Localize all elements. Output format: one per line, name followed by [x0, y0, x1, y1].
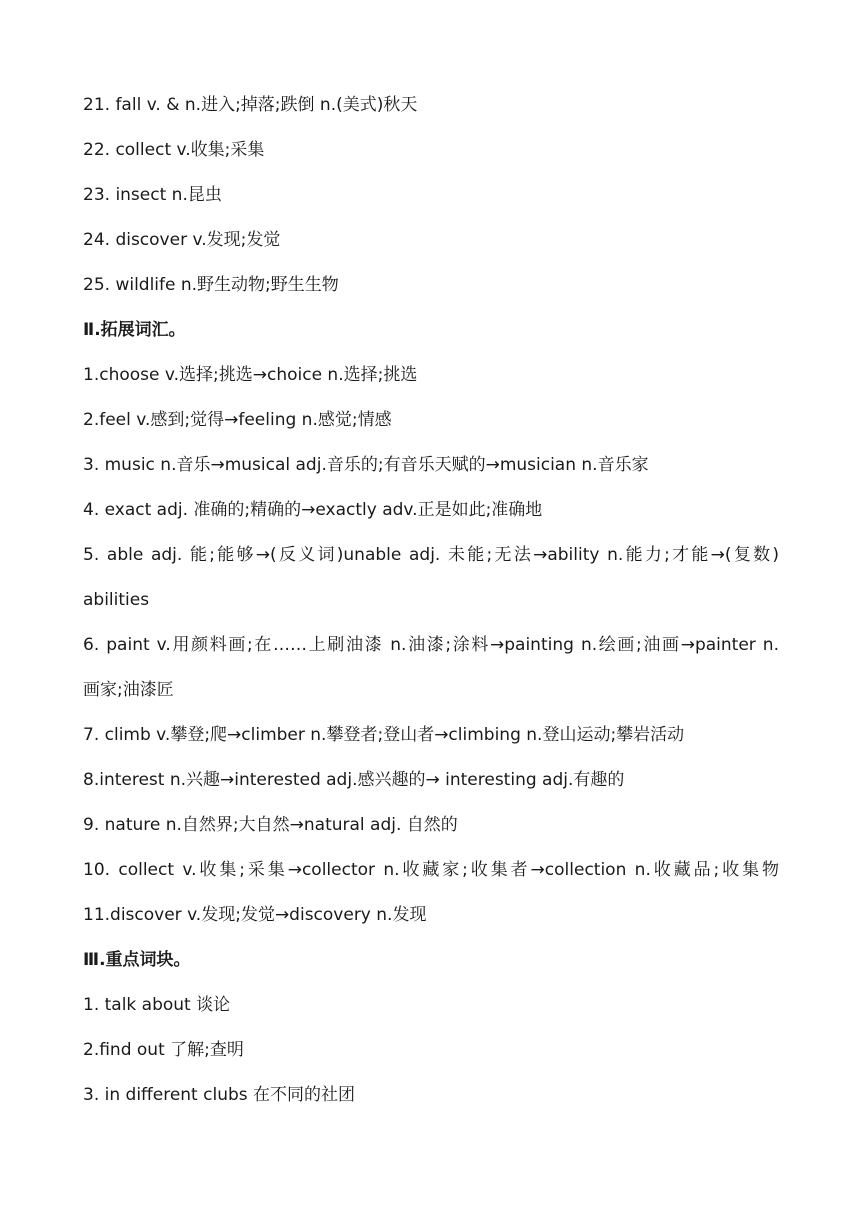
vocab-item-22: 22. collect v.收集;采集	[83, 140, 265, 160]
extended-item-11: 11.discover v.发现;发觉→discovery n.发现	[83, 905, 427, 925]
extended-item-4: 4. exact adj. 准确的;精确的→exactly adv.正是如此;准确地	[83, 500, 543, 520]
vocab-item-24: 24. discover v.发现;发觉	[83, 230, 281, 250]
phrase-item-3: 3. in different clubs 在不同的社团	[83, 1085, 356, 1105]
extended-item-2: 2.feel v.感到;觉得→feeling n.感觉;情感	[83, 410, 392, 430]
phrase-item-2: 2.find out 了解;查明	[83, 1040, 244, 1060]
extended-item-8: 8.interest n.兴趣→interested adj.感兴趣的→ interesting adj.有趣的	[83, 770, 625, 790]
section-heading-extended-vocab: Ⅱ.拓展词汇。	[83, 320, 186, 340]
vocab-item-25: 25. wildlife n.野生动物;野生生物	[83, 275, 339, 295]
extended-item-6-continuation: 画家;油漆匠	[83, 680, 174, 700]
extended-item-3: 3. music n.音乐→musical adj.音乐的;有音乐天赋的→musician n.音乐家	[83, 455, 649, 475]
extended-item-6: 6. paint v.用颜料画;在……上刷油漆 n.油漆;涂料→painting n.绘画;油画→painter n.	[83, 635, 779, 655]
extended-item-7: 7. climb v.攀登;爬→climber n.攀登者;登山者→climbing n.登山运动;攀岩活动	[83, 725, 685, 745]
phrase-item-1: 1. talk about 谈论	[83, 995, 231, 1015]
extended-item-9: 9. nature n.自然界;大自然→natural adj. 自然的	[83, 815, 458, 835]
extended-item-1: 1.choose v.选择;挑选→choice n.选择;挑选	[83, 365, 418, 385]
document-page	[83, 90, 779, 1125]
section-heading-key-phrases: Ⅲ.重点词块。	[83, 950, 191, 970]
vocab-item-23: 23. insect n.昆虫	[83, 185, 222, 205]
extended-item-5: 5. able adj. 能;能够→(反义词)unable adj. 未能;无法→ability n.能力;才能→(复数)	[83, 545, 779, 565]
vocab-item-21: 21. fall v. & n.进入;掉落;跌倒 n.(美式)秋天	[83, 95, 418, 115]
extended-item-10: 10. collect v.收集;采集→collector n.收藏家;收集者→collection n.收藏品;收集物	[83, 860, 779, 880]
extended-item-5-continuation: abilities	[83, 590, 150, 610]
